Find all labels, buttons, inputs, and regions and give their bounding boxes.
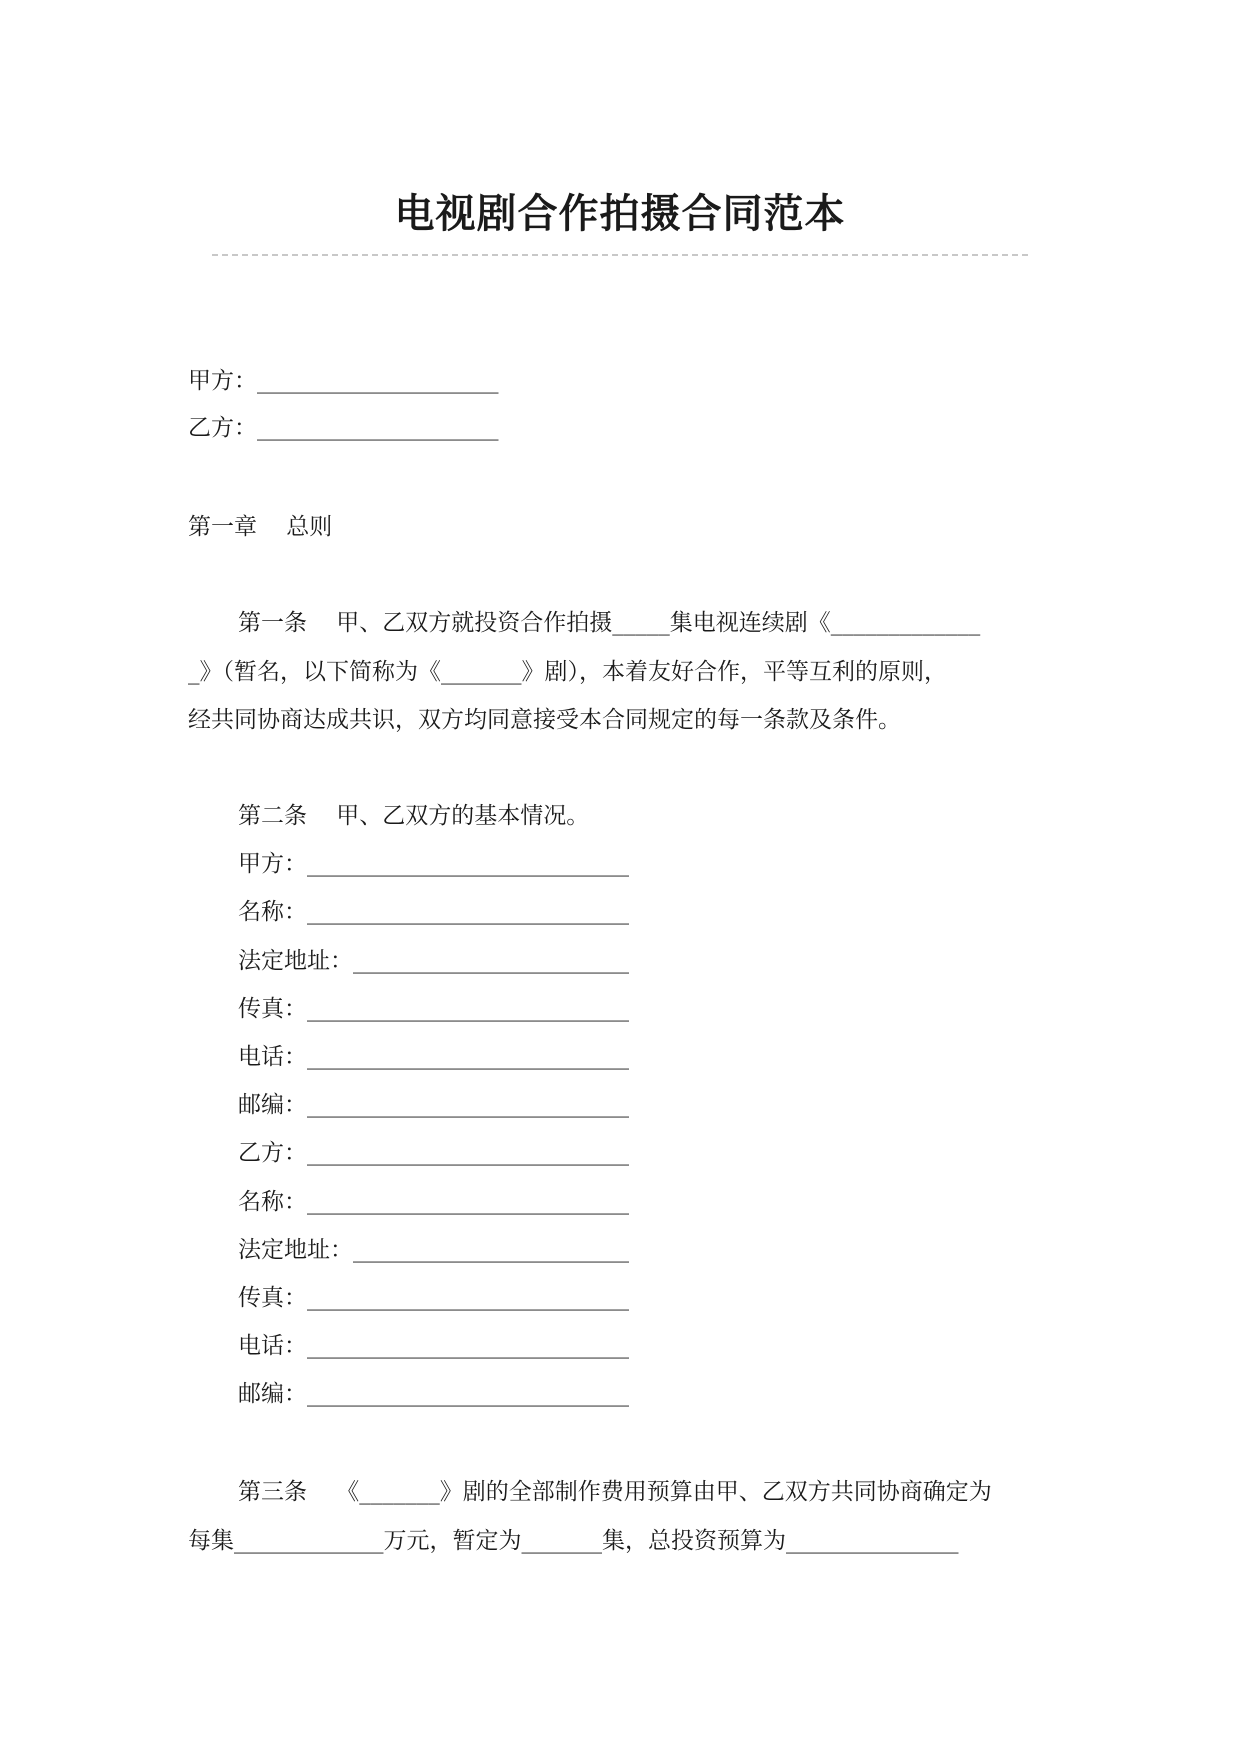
title-divider: [212, 254, 1028, 256]
party-b-line: 乙方：_____________________: [188, 415, 499, 441]
article-3-line-1: 第三条 《_______》剧的全部制作费用预算由甲、乙双方共同协商确定为: [238, 1479, 992, 1505]
article-2-field: 名称：____________________________: [238, 899, 629, 925]
article-1-line-3: 经共同协商达成共识，双方均同意接受本合同规定的每一条款及条件。: [188, 707, 901, 733]
article-2-field: 法定地址：________________________: [238, 948, 629, 974]
article-3-line-2: 每集_____________万元，暂定为_______集，总投资预算为_______________: [188, 1528, 959, 1554]
article-1-line-2: _》（暂名，以下简称为《_______》剧），本着友好合作，平等互利的原则，: [188, 659, 947, 685]
article-2-field: 电话：____________________________: [238, 1333, 629, 1359]
article-2-field: 邮编：____________________________: [238, 1092, 629, 1118]
article-2-field: 法定地址：________________________: [238, 1237, 629, 1263]
article-2-field: 邮编：____________________________: [238, 1381, 629, 1407]
article-2-heading: 第二条 甲、乙双方的基本情况。: [238, 803, 590, 829]
article-2-field: 甲方：____________________________: [238, 851, 629, 877]
article-2-field: 乙方：____________________________: [238, 1140, 629, 1166]
article-1-line-1: 第一条 甲、乙双方就投资合作拍摄_____集电视连续剧《_____________: [238, 610, 981, 636]
article-2-field: 电话：____________________________: [238, 1044, 629, 1070]
article-2-field: 名称：____________________________: [238, 1189, 629, 1215]
party-a-line: 甲方：_____________________: [188, 368, 499, 394]
document-title: 电视剧合作拍摄合同范本: [394, 190, 846, 237]
article-2-field: 传真：____________________________: [238, 996, 629, 1022]
article-2-field: 传真：____________________________: [238, 1285, 629, 1311]
chapter-1-heading: 第一章 总则: [188, 514, 333, 540]
